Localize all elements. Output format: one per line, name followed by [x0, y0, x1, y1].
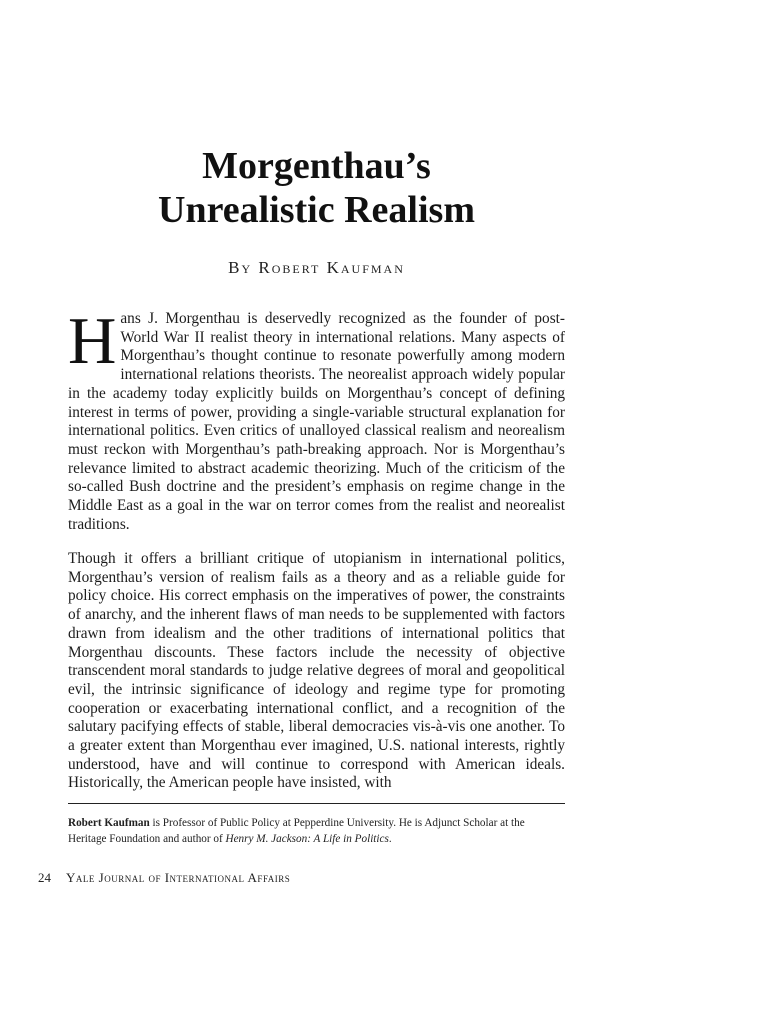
title-line-2: Unrealistic Realism [158, 189, 475, 231]
page-number: 24 [38, 870, 51, 885]
paragraph-1-text: ans J. Morgenthau is deservedly recognized as the founder of post-World War II realist theory in international relations. Many aspects of Morgenthau’s thought continue to resonate powerfully among modern international relations theorists. The neorealist approach widely popular in the academy today explicitly builds on Morgenthau’s concept of defining interest in terms of power, providing a single-variable structural explanation for international politics. Even critics of unalloyed classical realism and neorealism must reckon with Morgenthau’s path-breaking approach. Nor is Morgenthau’s relevance limited to abstract academic theorizing. Much of the criticism of the so-called Bush doctrine and the president’s emphasis on regime change in the Middle East as a goal in the war on terror comes from the realist and neorealist traditions. [68, 310, 565, 533]
page-footer [38, 870, 558, 886]
footnote-text: is Professor of Public Policy at Pepperdine University. He is Adjunct Scholar at the Heritage Foundation and author of [68, 817, 525, 845]
footnote-author-name: Robert Kaufman [68, 817, 150, 829]
title-line-1: Morgenthau’s [202, 145, 431, 187]
journal-name: Yale Journal of International Affairs [66, 870, 291, 885]
footnote-end: . [388, 833, 392, 845]
paragraph-2: Though it offers a brilliant critique of utopianism in international politics, Morgenthau’s version of realism fails as a theory and as a reliable guide for policy choice. His correct emphasis on the imperatives of power, the constraints of anarchy, and the inherent flaws of man needs to be supplemented with factors drawn from idealism and the other traditions of international politics that Morgenthau discounts. These factors include the necessity of objective transcendent moral standards to judge relative degrees of moral and geopolitical evil, the intrinsic significance of ideology and regime type for promoting cooperation or exacerbating international conflict, and a recognition of the salutary pacifying effects of stable, liberal democracies vis-à-vis one another. To a greater extent than Morgenthau ever imagined, U.S. national interests, rightly understood, have and will continue to correspond with American ideals. Historically, the American people have insisted, with [68, 550, 565, 792]
footnote-divider [68, 803, 565, 804]
drop-cap: H [68, 304, 117, 378]
article-title [68, 144, 565, 232]
footnote-book-title: Henry M. Jackson: A Life in Politics [225, 833, 389, 845]
author-footnote [68, 815, 565, 847]
paragraph-1 [68, 304, 565, 534]
author-byline: By Robert Kaufman [228, 258, 405, 277]
